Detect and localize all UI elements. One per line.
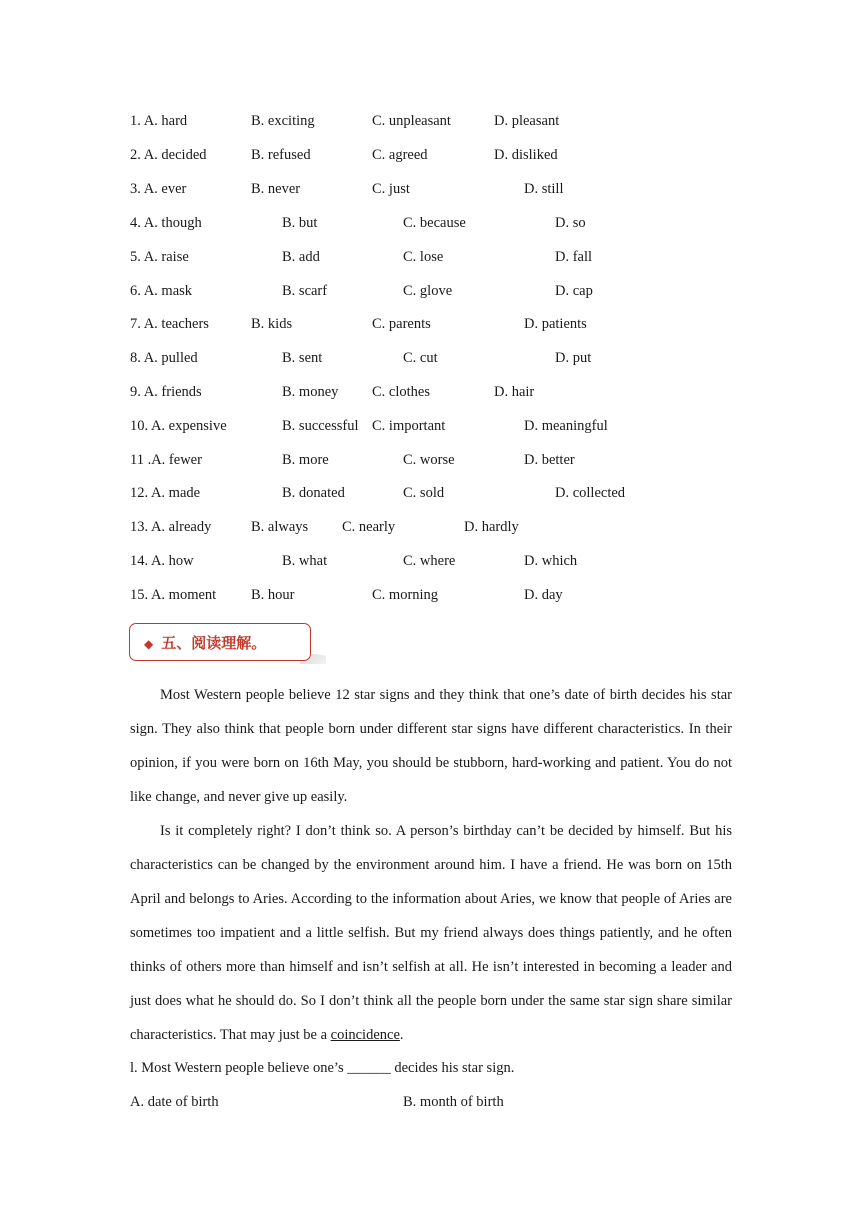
option-d: D. hair	[494, 384, 535, 400]
option-c: C. important	[372, 418, 446, 434]
option-d: D. collected	[555, 485, 626, 501]
option-row	[0, 280, 860, 302]
question-option-a: A. date of birth	[130, 1094, 219, 1110]
option-a: 5. A. raise	[130, 249, 189, 265]
passage-paragraph-2	[130, 814, 732, 1052]
option-row	[0, 212, 860, 234]
option-c: C. worse	[403, 452, 455, 468]
option-d: D. meaningful	[524, 418, 608, 434]
option-c: C. where	[403, 553, 456, 569]
section-title: 五、阅读理解。	[161, 634, 267, 652]
option-d: D. better	[524, 452, 575, 468]
option-row	[0, 482, 860, 504]
question-stem: l. Most Western people believe one’s ______ decides his star sign.	[130, 1060, 515, 1076]
option-row	[0, 347, 860, 369]
option-b: B. never	[251, 181, 301, 197]
option-row	[0, 381, 860, 403]
option-b: B. hour	[251, 587, 295, 603]
option-d: D. put	[555, 350, 592, 366]
option-d: D. patients	[524, 316, 587, 332]
option-c: C. glove	[403, 283, 453, 299]
option-row	[0, 516, 860, 538]
option-a: 11 .A. fewer	[130, 452, 202, 468]
option-row	[0, 584, 860, 606]
paragraph-2-text: Is it completely right? I don’t think so. A person’s birthday can’t be decided by himself. But his characteristics can be changed by the environment around him. I have a friend. He was born on 15th April and belongs to Aries. According to the information about Aries, we know that people of Aries are sometimes too impatient and a little selfish. But my friend always does things patiently, and he often thinks of others more than himself and isn’t selfish at all. He isn’t interested in becoming a leader and just does what he should do. So I don’t think all the people born under the same star sign share similar characteristics. That may just be a	[130, 823, 732, 1043]
option-a: 8. A. pulled	[130, 350, 198, 366]
option-d: D. so	[555, 215, 586, 231]
option-d: D. disliked	[494, 147, 558, 163]
option-row	[0, 144, 860, 166]
paragraph-2-period: .	[399, 1027, 404, 1043]
option-c: C. sold	[403, 485, 445, 501]
option-c: C. clothes	[372, 384, 430, 400]
option-d: D. cap	[555, 283, 593, 299]
option-a: 15. A. moment	[130, 587, 217, 603]
option-c: C. lose	[403, 249, 444, 265]
option-b: B. refused	[251, 147, 311, 163]
option-c: C. nearly	[342, 519, 396, 535]
option-b: B. always	[251, 519, 309, 535]
passage-paragraph-1: Most Western people believe 12 star signs and they think that one’s date of birth decides his star sign. They also think that people born under different star signs have different characteristics. In their opinion, if you were born on 16th May, you should be stubborn, hard-working and patient. You do not like change, and never give up easily.	[130, 687, 732, 805]
underlined-word: coincidence	[330, 1027, 400, 1043]
option-a: 10. A. expensive	[130, 418, 227, 434]
option-d: D. still	[524, 181, 564, 197]
option-b: B. exciting	[251, 113, 315, 129]
option-row	[0, 110, 860, 132]
option-d: D. fall	[555, 249, 593, 265]
option-c: C. unpleasant	[372, 113, 451, 129]
option-row	[0, 550, 860, 572]
option-c: C. cut	[403, 350, 438, 366]
option-b: B. what	[282, 553, 328, 569]
option-row	[0, 178, 860, 200]
option-a: 4. A. though	[130, 215, 202, 231]
option-b: B. donated	[282, 485, 345, 501]
option-b: B. add	[282, 249, 320, 265]
option-b: B. sent	[282, 350, 323, 366]
option-d: D. day	[524, 587, 563, 603]
option-a: 3. A. ever	[130, 181, 187, 197]
option-b: B. more	[282, 452, 329, 468]
option-c: C. morning	[372, 587, 439, 603]
option-d: D. pleasant	[494, 113, 560, 129]
option-a: 14. A. how	[130, 553, 194, 569]
option-row	[0, 449, 860, 471]
option-row	[0, 415, 860, 437]
option-row	[0, 246, 860, 268]
option-a: 12. A. made	[130, 485, 201, 501]
section-header	[144, 632, 266, 655]
option-c: C. just	[372, 181, 410, 197]
option-a: 2. A. decided	[130, 147, 207, 163]
option-d: D. which	[524, 553, 578, 569]
option-c: C. agreed	[372, 147, 428, 163]
option-a: 6. A. mask	[130, 283, 193, 299]
option-d: D. hardly	[464, 519, 519, 535]
option-row	[0, 313, 860, 335]
option-a: 9. A. friends	[130, 384, 202, 400]
option-b: B. money	[282, 384, 339, 400]
option-a: 7. A. teachers	[130, 316, 209, 332]
option-c: C. parents	[372, 316, 431, 332]
option-b: B. scarf	[282, 283, 328, 299]
option-b: B. kids	[251, 316, 293, 332]
option-c: C. because	[403, 215, 466, 231]
option-b: B. but	[282, 215, 318, 231]
option-b: B. successful	[282, 418, 359, 434]
diamond-bullet-icon: ◆	[144, 637, 154, 651]
option-a: 13. A. already	[130, 519, 212, 535]
option-a: 1. A. hard	[130, 113, 188, 129]
question-option-b: B. month of birth	[403, 1094, 504, 1110]
